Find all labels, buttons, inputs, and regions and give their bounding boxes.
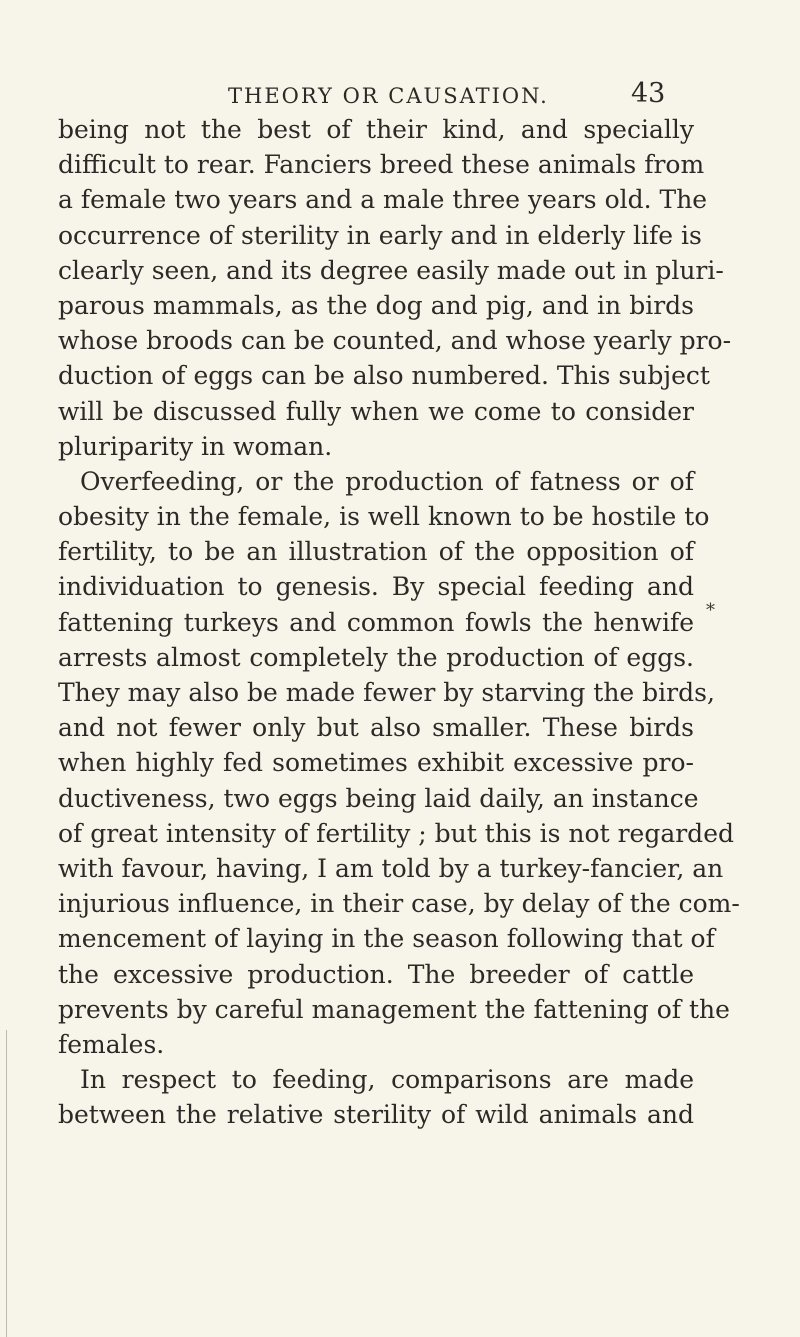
margin-asterisk-icon: * <box>706 600 715 621</box>
page-number: 43 <box>631 78 666 109</box>
body-text <box>58 112 740 1132</box>
text-line: whose broods can be counted, and whose yearly pro- <box>58 326 732 356</box>
text-line: ductiveness, two eggs being laid daily, an instance <box>58 783 699 813</box>
text-line: parous mammals, as the dog and pig, and in birds <box>58 290 694 320</box>
text-line: a female two years and a male three years old. The <box>58 185 708 215</box>
text-line: will be discussed fully when we come to consider <box>58 396 694 426</box>
text-line: with favour, having, I am told by a turkey-fancier, an <box>58 853 724 883</box>
text-line: and not fewer only but also smaller. These birds <box>58 713 694 743</box>
text-line: when highly fed sometimes exhibit excessive pro- <box>58 748 694 778</box>
page-edge-line <box>6 1030 7 1337</box>
text-line: fattening turkeys and common fowls the henwife <box>58 607 694 637</box>
page-header <box>0 76 800 116</box>
text-line: obesity in the female, is well known to be hostile to <box>58 502 710 532</box>
running-title: THEORY OR CAUSATION. <box>228 84 549 108</box>
text-line: being not the best of their kind, and specially <box>58 115 694 144</box>
text-line: between the relative sterility of wild animals and <box>58 1100 694 1130</box>
paragraph-start-line: Overfeeding, or the production of fatness or of <box>80 466 694 496</box>
text-line: arrests almost completely the production of eggs. <box>58 642 694 672</box>
text-line: of great intensity of fertility ; but this is not regarded <box>58 818 734 848</box>
text-line: difficult to rear. Fanciers breed these animals from <box>58 150 705 180</box>
text-line: injurious influence, in their case, by delay of the com- <box>58 889 740 919</box>
text-line: They may also be made fewer by starving the birds, <box>58 678 715 707</box>
text-line: mencement of laying in the season following that of <box>58 924 715 954</box>
text-line: occurrence of sterility in early and in elderly life is <box>58 220 702 250</box>
text-line: prevents by careful management the fattening of the <box>58 994 730 1024</box>
paragraph-start-line: In respect to feeding, comparisons are made <box>80 1065 694 1095</box>
text-line: the excessive production. The breeder of cattle <box>58 959 694 989</box>
text-line: pluriparity in woman. <box>58 431 333 461</box>
text-line: individuation to genesis. By special feeding and <box>58 572 694 602</box>
text-line: clearly seen, and its degree easily made out in pluri- <box>58 255 724 285</box>
text-line: fertility, to be an illustration of the opposition of <box>58 537 694 567</box>
text-line: duction of eggs can be also numbered. This subject <box>58 361 710 391</box>
text-line: females. <box>58 1029 165 1059</box>
